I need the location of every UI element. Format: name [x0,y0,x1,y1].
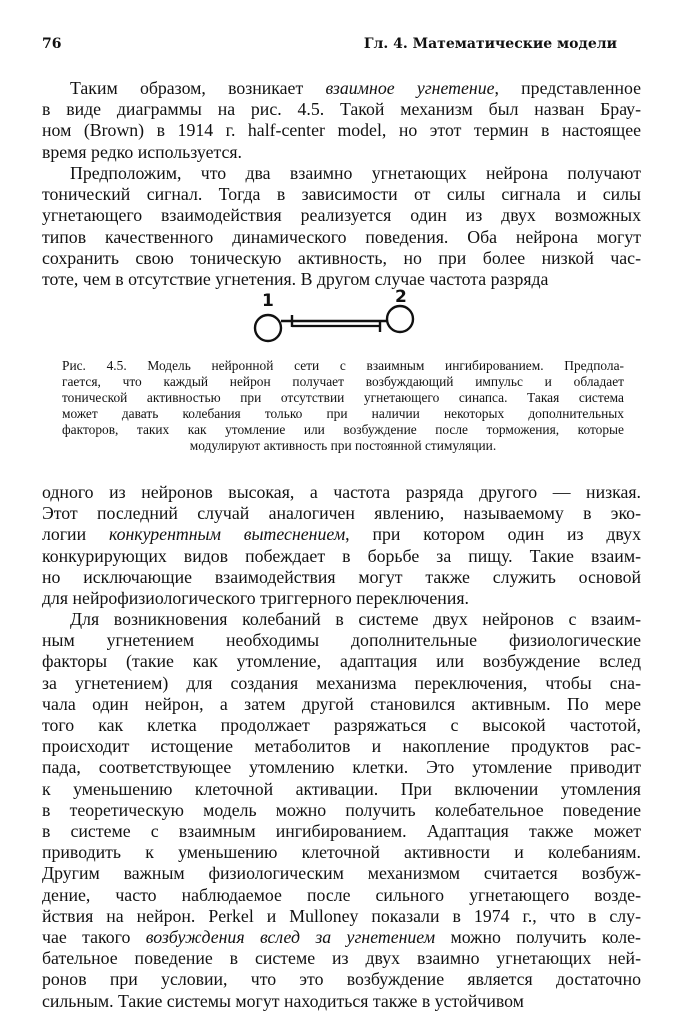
text-line: но исключающие взаимодействия могут также служить основой [42,566,641,587]
text-line: в теоретическую модель можно получить колебательное поведение [42,799,641,820]
text-line: в виде диаграммы на рис. 4.5. Такой механизм был назван Брау- [42,99,641,120]
paragraph-tonic-signal [42,163,641,290]
text-line: для нейрофизиологического триггерного переключения. [42,588,469,609]
page-number: 76 [42,36,62,52]
text-line: сильным. Такие системы могут находиться также в устойчивом [42,990,524,1011]
neuron-label-2: 2 [395,287,407,307]
text-line: факторы (такие как утомление, адаптация или возбуждение вслед [42,651,641,672]
text-line: сохранить свою тоническую активность, но при более низкой час- [42,247,641,268]
emphasized-term: взаимное угнетение [325,78,495,98]
text-line: бательное поведение в системе из двух взаимно угнетающих ней- [42,948,641,969]
text-line: время редко используется. [42,141,242,162]
text-line: одного из нейронов высокая, а частота разряда другого — низкая. [42,482,641,502]
caption-line: Рис. 4.5. Модель нейронной сети с взаимным ингибированием. Предпола- [62,358,624,373]
text-line: логии конкурентным вытеснением, при котором один из двух [42,524,641,545]
chapter-title: Гл. 4. Математические модели [363,36,617,52]
neuron-label-1: 1 [262,291,274,311]
neuron-2-circle [387,306,413,332]
text-line: ронов при условии, что это возбуждение является достаточно [42,969,641,990]
text-line: тонический сигнал. Тогда в зависимости от силы сигнала и силы [42,184,641,205]
emphasized-term: возбуждения вслед за угнетением [145,927,436,948]
text-line: к уменьшению клеточной активации. При включении утомления [42,778,641,799]
text-line: чала один нейрон, а затем другой становился активным. По мере [42,693,641,714]
text-line: Предположим, что два взаимно угнетающих нейрона получают [70,163,641,183]
caption-line: гается, что каждый нейрон получает возбуждающий импульс и обладает [62,374,624,389]
text-line: в системе с взаимным ингибированием. Адаптация также может [42,821,641,842]
text-line: приводить к уменьшению клеточной активности и колебаниям. [42,842,641,863]
caption-line: тонической активностью при отсутствии угнетающего синапса. Такая система [62,390,624,405]
running-header [42,36,641,58]
text-line: ным угнетением необходимы дополнительные физиологические [42,630,641,651]
caption-line: может давать колебания только при наличии некоторых дополнительных [62,406,624,421]
text-line: пада, соответствующее утомлению клетки. Это утомление приводит [42,757,641,778]
text-line: чае такого возбуждения вслед за угнетением можно получить коле- [42,927,641,948]
figure-mutual-inhibition-diagram [240,282,440,352]
text-line: конкурирующих видов побеждает в борьбе за пищу. Такие взаим- [42,545,641,566]
figure-caption [62,358,624,454]
text-line: того как клетка продолжает разряжаться с высокой частотой, [42,715,641,736]
text-line: угнетающего взаимодействия реализуется один из двух возможных [42,205,641,226]
neuron-network-diagram [240,282,440,352]
emphasized-term: конкурентным вытеснением [108,524,346,545]
text-line: ном (Brown) в 1914 г. half-center model, но этот термин в настоящее [42,120,641,141]
caption-line: факторов, таких как утомление или возбуждение после торможения, которые [62,422,624,437]
text-line: йствия на нейрон. Perkel и Mulloney показали в 1974 г., что в слу- [42,905,641,926]
text-line: типов качественного динамического поведения. Оба нейрона могут [42,226,641,247]
neuron-1-circle [255,315,281,341]
paragraph-oscillations [42,609,641,1012]
text-line: происходит истощение метаболитов и накопление продуктов рас- [42,736,641,757]
paragraph-competitive-exclusion [42,482,641,609]
text-line: тоте, чем в отсутствие угнетения. В другом случае частота разряда [42,269,549,290]
text-line: Этот последний случай аналогичен явлению, называемому в эко- [42,503,641,524]
text-line: дение, часто наблюдаемое после сильного угнетающего возде- [42,884,641,905]
text-line: за угнетением) для создания механизма переключения, чтобы сна- [42,672,641,693]
caption-line: модулируют активность при постоянной стимуляции. [189,438,497,453]
text-line: Таким образом, возникает взаимное угнетение, представленное [70,78,642,98]
text-line: Другим важным физиологическим механизмом считается возбуж- [42,863,641,884]
paragraph-mutual-inhibition [42,78,641,163]
text-line: Для возникновения колебаний в системе двух нейронов с взаим- [70,609,641,629]
